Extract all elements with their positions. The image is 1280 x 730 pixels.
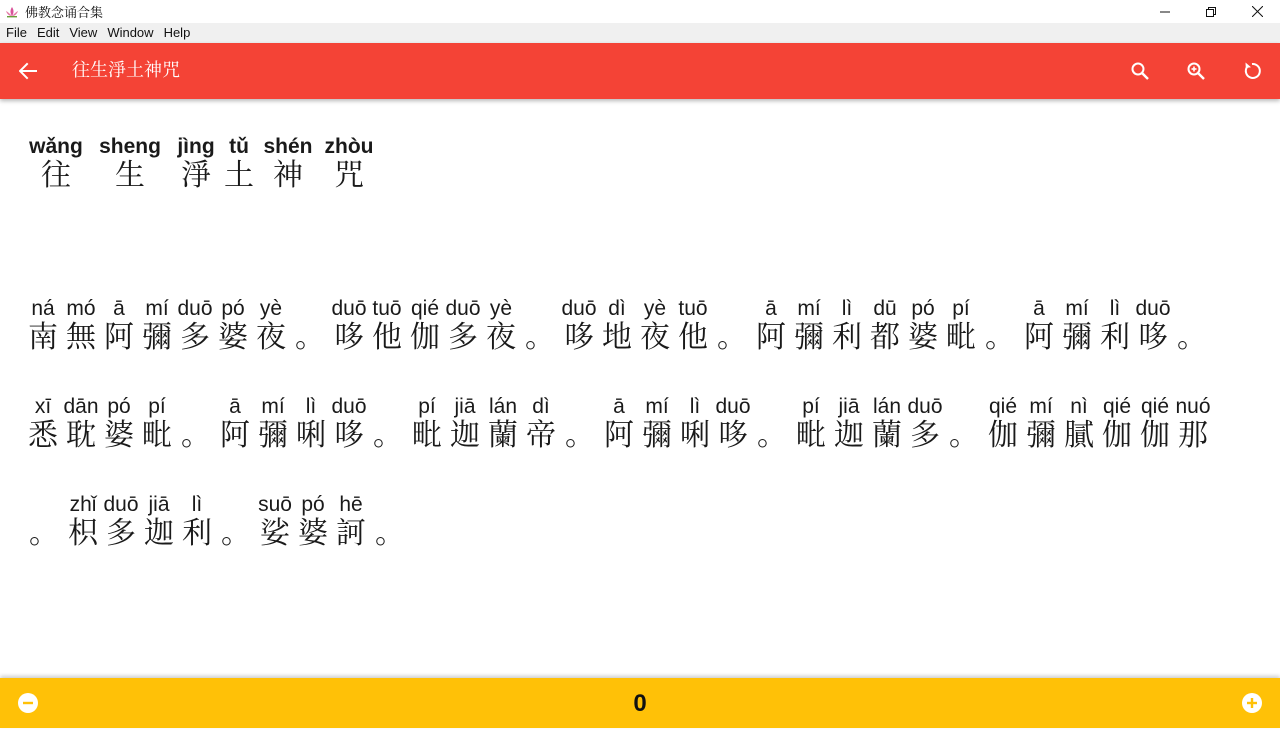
counter-value: 0	[633, 690, 647, 717]
chant-syllable	[100, 395, 138, 453]
hanzi: 地	[602, 320, 632, 355]
chant-syllable	[482, 297, 520, 355]
hanzi: 。	[29, 516, 59, 551]
hanzi: 毗	[142, 418, 172, 453]
chant-syllable	[638, 395, 676, 453]
pinyin: pó	[107, 395, 131, 418]
hanzi: 哆	[1138, 320, 1168, 355]
pinyin: shén	[263, 135, 313, 158]
pinyin: qié	[410, 297, 440, 320]
chant-syllable	[216, 395, 254, 453]
punctuation	[752, 395, 792, 453]
pinyin: xī	[34, 395, 52, 418]
pinyin: lán	[488, 395, 518, 418]
chant-syllable	[62, 297, 100, 355]
chant-syllable	[984, 395, 1022, 453]
pinyin: lán	[872, 395, 902, 418]
pinyin: pó	[301, 493, 325, 516]
hanzi: 迦	[144, 516, 174, 551]
hanzi: 毗	[796, 418, 826, 453]
chant-syllable	[102, 493, 140, 551]
pinyin: jiā	[148, 493, 170, 516]
zoom-out-icon	[1130, 61, 1150, 81]
pinyin	[307, 297, 313, 321]
hanzi: 唎	[680, 418, 710, 453]
hanzi: 帝	[526, 418, 556, 453]
hanzi: 迦	[450, 418, 480, 453]
hanzi: 婆	[298, 516, 328, 551]
pinyin	[1189, 297, 1195, 321]
pinyin: dū	[873, 297, 897, 320]
hanzi: 毗	[412, 418, 442, 453]
pinyin: tǔ	[229, 135, 249, 158]
counter-bar	[0, 678, 1280, 728]
restore-button[interactable]	[1188, 0, 1234, 23]
zoom-in-icon	[1186, 61, 1206, 81]
pinyin: dì	[608, 297, 626, 320]
chant-syllable	[1174, 395, 1212, 453]
chant-syllable	[598, 297, 636, 355]
hanzi: 娑	[260, 516, 290, 551]
chant-syllable	[1022, 395, 1060, 453]
chant-syllable	[100, 297, 138, 355]
punctuation	[560, 395, 600, 453]
hanzi: 阿	[1024, 320, 1054, 355]
hanzi: 伽	[988, 418, 1018, 453]
pinyin	[769, 395, 775, 419]
punctuation	[290, 297, 330, 355]
chant-syllable	[522, 395, 560, 453]
pinyin: pó	[221, 297, 245, 320]
hanzi: 毗	[946, 320, 976, 355]
hanzi: 彌	[1026, 418, 1056, 453]
chant-syllable	[1098, 395, 1136, 453]
pinyin: qié	[1140, 395, 1170, 418]
hanzi: 神	[273, 158, 303, 193]
hanzi: 。	[757, 418, 787, 453]
hanzi: 伽	[1140, 418, 1170, 453]
hanzi: 夜	[256, 320, 286, 355]
lotus-icon	[5, 6, 19, 18]
pinyin: yè	[489, 297, 513, 320]
hanzi: 婆	[908, 320, 938, 355]
hanzi: 。	[373, 418, 403, 453]
hanzi: 無	[66, 320, 96, 355]
pinyin: duō	[331, 297, 367, 320]
reset-icon	[1242, 61, 1262, 81]
hanzi: 。	[221, 516, 251, 551]
menubar	[0, 23, 1280, 43]
hanzi: 哆	[718, 418, 748, 453]
pinyin	[961, 395, 967, 419]
punctuation	[944, 395, 984, 453]
chant-syllable	[1020, 297, 1058, 355]
hanzi: 阿	[604, 418, 634, 453]
back-button[interactable]	[14, 57, 42, 85]
chant-syllable	[62, 395, 100, 453]
chant-syllable	[294, 493, 332, 551]
chant-syllable	[88, 135, 172, 193]
hanzi: 耽	[66, 418, 96, 453]
chant-syllable	[560, 297, 598, 355]
pinyin: duō	[715, 395, 751, 418]
chant-syllable	[408, 395, 446, 453]
hanzi: 枳	[68, 516, 98, 551]
pinyin: ā	[229, 395, 241, 418]
hanzi: 膩	[1064, 418, 1094, 453]
chant-syllable	[220, 135, 258, 193]
hanzi: 彌	[1062, 320, 1092, 355]
hanzi: 往	[41, 158, 71, 193]
pinyin: mí	[1065, 297, 1089, 320]
hanzi: 他	[372, 320, 402, 355]
pinyin: zhòu	[324, 135, 374, 158]
pinyin	[577, 395, 583, 419]
page-title: 往生淨土神咒	[72, 60, 180, 81]
hanzi: 婆	[104, 418, 134, 453]
chant-syllable	[330, 297, 368, 355]
pinyin: jiā	[838, 395, 860, 418]
menu-window[interactable]: Window	[107, 25, 154, 40]
chant-syllable	[904, 297, 942, 355]
punctuation	[370, 493, 410, 551]
pinyin: dān	[63, 395, 99, 418]
chant-syllable	[674, 297, 712, 355]
pinyin: duō	[331, 395, 367, 418]
pinyin	[537, 297, 543, 321]
pinyin: ā	[113, 297, 125, 320]
pinyin: mó	[66, 297, 96, 320]
hanzi: 伽	[410, 320, 440, 355]
chant-syllable	[214, 297, 252, 355]
hanzi: 。	[717, 320, 747, 355]
chant-syllable	[24, 135, 88, 193]
chant-syllable	[172, 135, 220, 193]
pinyin: duō	[907, 395, 943, 418]
hanzi: 彌	[794, 320, 824, 355]
menu-view[interactable]: View	[69, 25, 98, 40]
pinyin: pí	[148, 395, 166, 418]
hanzi: 都	[870, 320, 900, 355]
hanzi: 多	[910, 418, 940, 453]
chant-syllable	[1134, 297, 1172, 355]
chant-syllable	[258, 135, 318, 193]
minimize-button[interactable]	[1142, 0, 1188, 23]
hanzi: 蘭	[872, 418, 902, 453]
chant-syllable	[828, 297, 866, 355]
chant-syllable	[484, 395, 522, 453]
pinyin: pó	[911, 297, 935, 320]
app-bar	[0, 43, 1280, 99]
pinyin: ā	[1033, 297, 1045, 320]
hanzi: 婆	[218, 320, 248, 355]
hanzi: 利	[832, 320, 862, 355]
chant-syllable	[176, 297, 214, 355]
menu-file[interactable]: File	[6, 25, 27, 40]
pinyin	[193, 395, 199, 419]
close-icon	[1252, 6, 1263, 17]
hanzi: 多	[180, 320, 210, 355]
pinyin: sheng	[99, 135, 161, 158]
hanzi: 夜	[640, 320, 670, 355]
chant-syllable	[752, 297, 790, 355]
hanzi: 土	[224, 158, 254, 193]
pinyin: lì	[305, 395, 317, 418]
hanzi: 彌	[642, 418, 672, 453]
punctuation	[1172, 297, 1212, 355]
hanzi: 生	[115, 158, 145, 193]
pinyin: mí	[261, 395, 285, 418]
pinyin: mí	[797, 297, 821, 320]
pinyin: wǎng	[29, 135, 83, 158]
menu-help[interactable]: Help	[163, 25, 191, 40]
close-button[interactable]	[1234, 0, 1280, 23]
chant-syllable	[942, 297, 980, 355]
chant-syllable	[444, 297, 482, 355]
chant-syllable	[636, 297, 674, 355]
window-title: 佛教念诵合集	[25, 5, 104, 20]
chant-syllable	[140, 493, 178, 551]
pinyin: jiā	[454, 395, 476, 418]
hanzi: 那	[1178, 418, 1208, 453]
chant-syllable	[64, 493, 102, 551]
pinyin: qié	[1102, 395, 1132, 418]
hanzi: 阿	[756, 320, 786, 355]
pinyin: duō	[177, 297, 213, 320]
chant-syllable	[24, 297, 62, 355]
menu-edit[interactable]: Edit	[36, 25, 60, 40]
pinyin: lì	[689, 395, 701, 418]
chant-syllable	[790, 297, 828, 355]
pinyin: lì	[841, 297, 853, 320]
chant-syllable	[792, 395, 830, 453]
chant-syllable	[330, 395, 368, 453]
hanzi: 阿	[220, 418, 250, 453]
chant-line-3	[24, 493, 410, 551]
pinyin	[41, 493, 47, 517]
hanzi: 多	[448, 320, 478, 355]
pinyin: tuō	[372, 297, 402, 320]
chant-syllable	[368, 297, 406, 355]
pinyin: nì	[1070, 395, 1088, 418]
chant-syllable	[1136, 395, 1174, 453]
pinyin: mí	[645, 395, 669, 418]
chant-syllable	[254, 395, 292, 453]
chant-line-2	[24, 395, 1212, 453]
punctuation	[24, 493, 64, 551]
pinyin: lì	[1109, 297, 1121, 320]
hanzi: 多	[106, 516, 136, 551]
pinyin: ā	[765, 297, 777, 320]
pinyin: pí	[418, 395, 436, 418]
chant-syllable	[868, 395, 906, 453]
pinyin: lì	[191, 493, 203, 516]
chant-syllable	[446, 395, 484, 453]
minimize-icon	[1160, 7, 1170, 17]
pinyin: duō	[103, 493, 139, 516]
chant-syllable	[1058, 297, 1096, 355]
zoom-out-button[interactable]	[1126, 57, 1154, 85]
hanzi: 他	[678, 320, 708, 355]
chant-syllable	[178, 493, 216, 551]
hanzi: 。	[985, 320, 1015, 355]
hanzi: 利	[182, 516, 212, 551]
pinyin: mí	[1029, 395, 1053, 418]
chant-title	[24, 135, 380, 193]
chant-syllable	[292, 395, 330, 453]
punctuation	[368, 395, 408, 453]
hanzi: 。	[525, 320, 555, 355]
pinyin: yè	[643, 297, 667, 320]
hanzi: 利	[1100, 320, 1130, 355]
pinyin: ā	[613, 395, 625, 418]
hanzi: 阿	[104, 320, 134, 355]
pinyin	[729, 297, 735, 321]
hanzi: 彌	[142, 320, 172, 355]
hanzi: 哆	[334, 320, 364, 355]
pinyin: tuō	[678, 297, 708, 320]
chant-syllable	[600, 395, 638, 453]
pinyin	[385, 395, 391, 419]
hanzi: 淨	[181, 158, 211, 193]
pinyin: pí	[802, 395, 820, 418]
chant-syllable	[830, 395, 868, 453]
pinyin: ná	[31, 297, 55, 320]
chant-syllable	[676, 395, 714, 453]
zoom-in-button[interactable]	[1182, 57, 1210, 85]
chant-syllable	[318, 135, 380, 193]
pinyin: qié	[988, 395, 1018, 418]
chant-syllable	[332, 493, 370, 551]
pinyin: mí	[145, 297, 169, 320]
hanzi: 。	[949, 418, 979, 453]
pinyin: nuó	[1175, 395, 1211, 418]
pinyin: duō	[445, 297, 481, 320]
pinyin: jìng	[177, 135, 215, 158]
chant-syllable	[866, 297, 904, 355]
chant-content	[0, 99, 1280, 678]
hanzi: 咒	[334, 158, 364, 193]
chant-syllable	[138, 297, 176, 355]
chant-syllable	[1060, 395, 1098, 453]
pinyin: duō	[1135, 297, 1171, 320]
restore-icon	[1206, 7, 1216, 17]
punctuation	[980, 297, 1020, 355]
punctuation	[712, 297, 752, 355]
chant-line-1	[24, 297, 1212, 355]
hanzi: 。	[181, 418, 211, 453]
chant-syllable	[24, 395, 62, 453]
hanzi: 。	[1177, 320, 1207, 355]
pinyin: hē	[339, 493, 363, 516]
pinyin: zhǐ	[69, 493, 97, 516]
pinyin: duō	[561, 297, 597, 320]
hanzi: 訶	[336, 516, 366, 551]
hanzi: 。	[375, 516, 405, 551]
plus-circle-icon[interactable]	[1242, 693, 1262, 713]
hanzi: 唎	[296, 418, 326, 453]
hanzi: 。	[565, 418, 595, 453]
back-arrow-icon	[19, 62, 37, 80]
chant-syllable	[252, 297, 290, 355]
punctuation	[520, 297, 560, 355]
chant-syllable	[1096, 297, 1134, 355]
pinyin	[997, 297, 1003, 321]
hanzi: 南	[28, 320, 58, 355]
pinyin: suō	[258, 493, 292, 516]
hanzi: 蘭	[488, 418, 518, 453]
hanzi: 哆	[564, 320, 594, 355]
pinyin: dì	[532, 395, 550, 418]
hanzi: 哆	[334, 418, 364, 453]
hanzi: 夜	[486, 320, 516, 355]
reset-button[interactable]	[1238, 57, 1266, 85]
pinyin	[387, 493, 393, 517]
hanzi: 。	[295, 320, 325, 355]
hanzi: 悉	[28, 418, 58, 453]
chant-syllable	[256, 493, 294, 551]
pinyin: yè	[259, 297, 283, 320]
pinyin	[233, 493, 239, 517]
hanzi: 迦	[834, 418, 864, 453]
chant-syllable	[406, 297, 444, 355]
hanzi: 彌	[258, 418, 288, 453]
chant-syllable	[906, 395, 944, 453]
window-titlebar	[0, 0, 1280, 23]
punctuation	[216, 493, 256, 551]
chant-syllable	[138, 395, 176, 453]
hanzi: 伽	[1102, 418, 1132, 453]
punctuation	[176, 395, 216, 453]
chant-syllable	[714, 395, 752, 453]
pinyin: pí	[952, 297, 970, 320]
